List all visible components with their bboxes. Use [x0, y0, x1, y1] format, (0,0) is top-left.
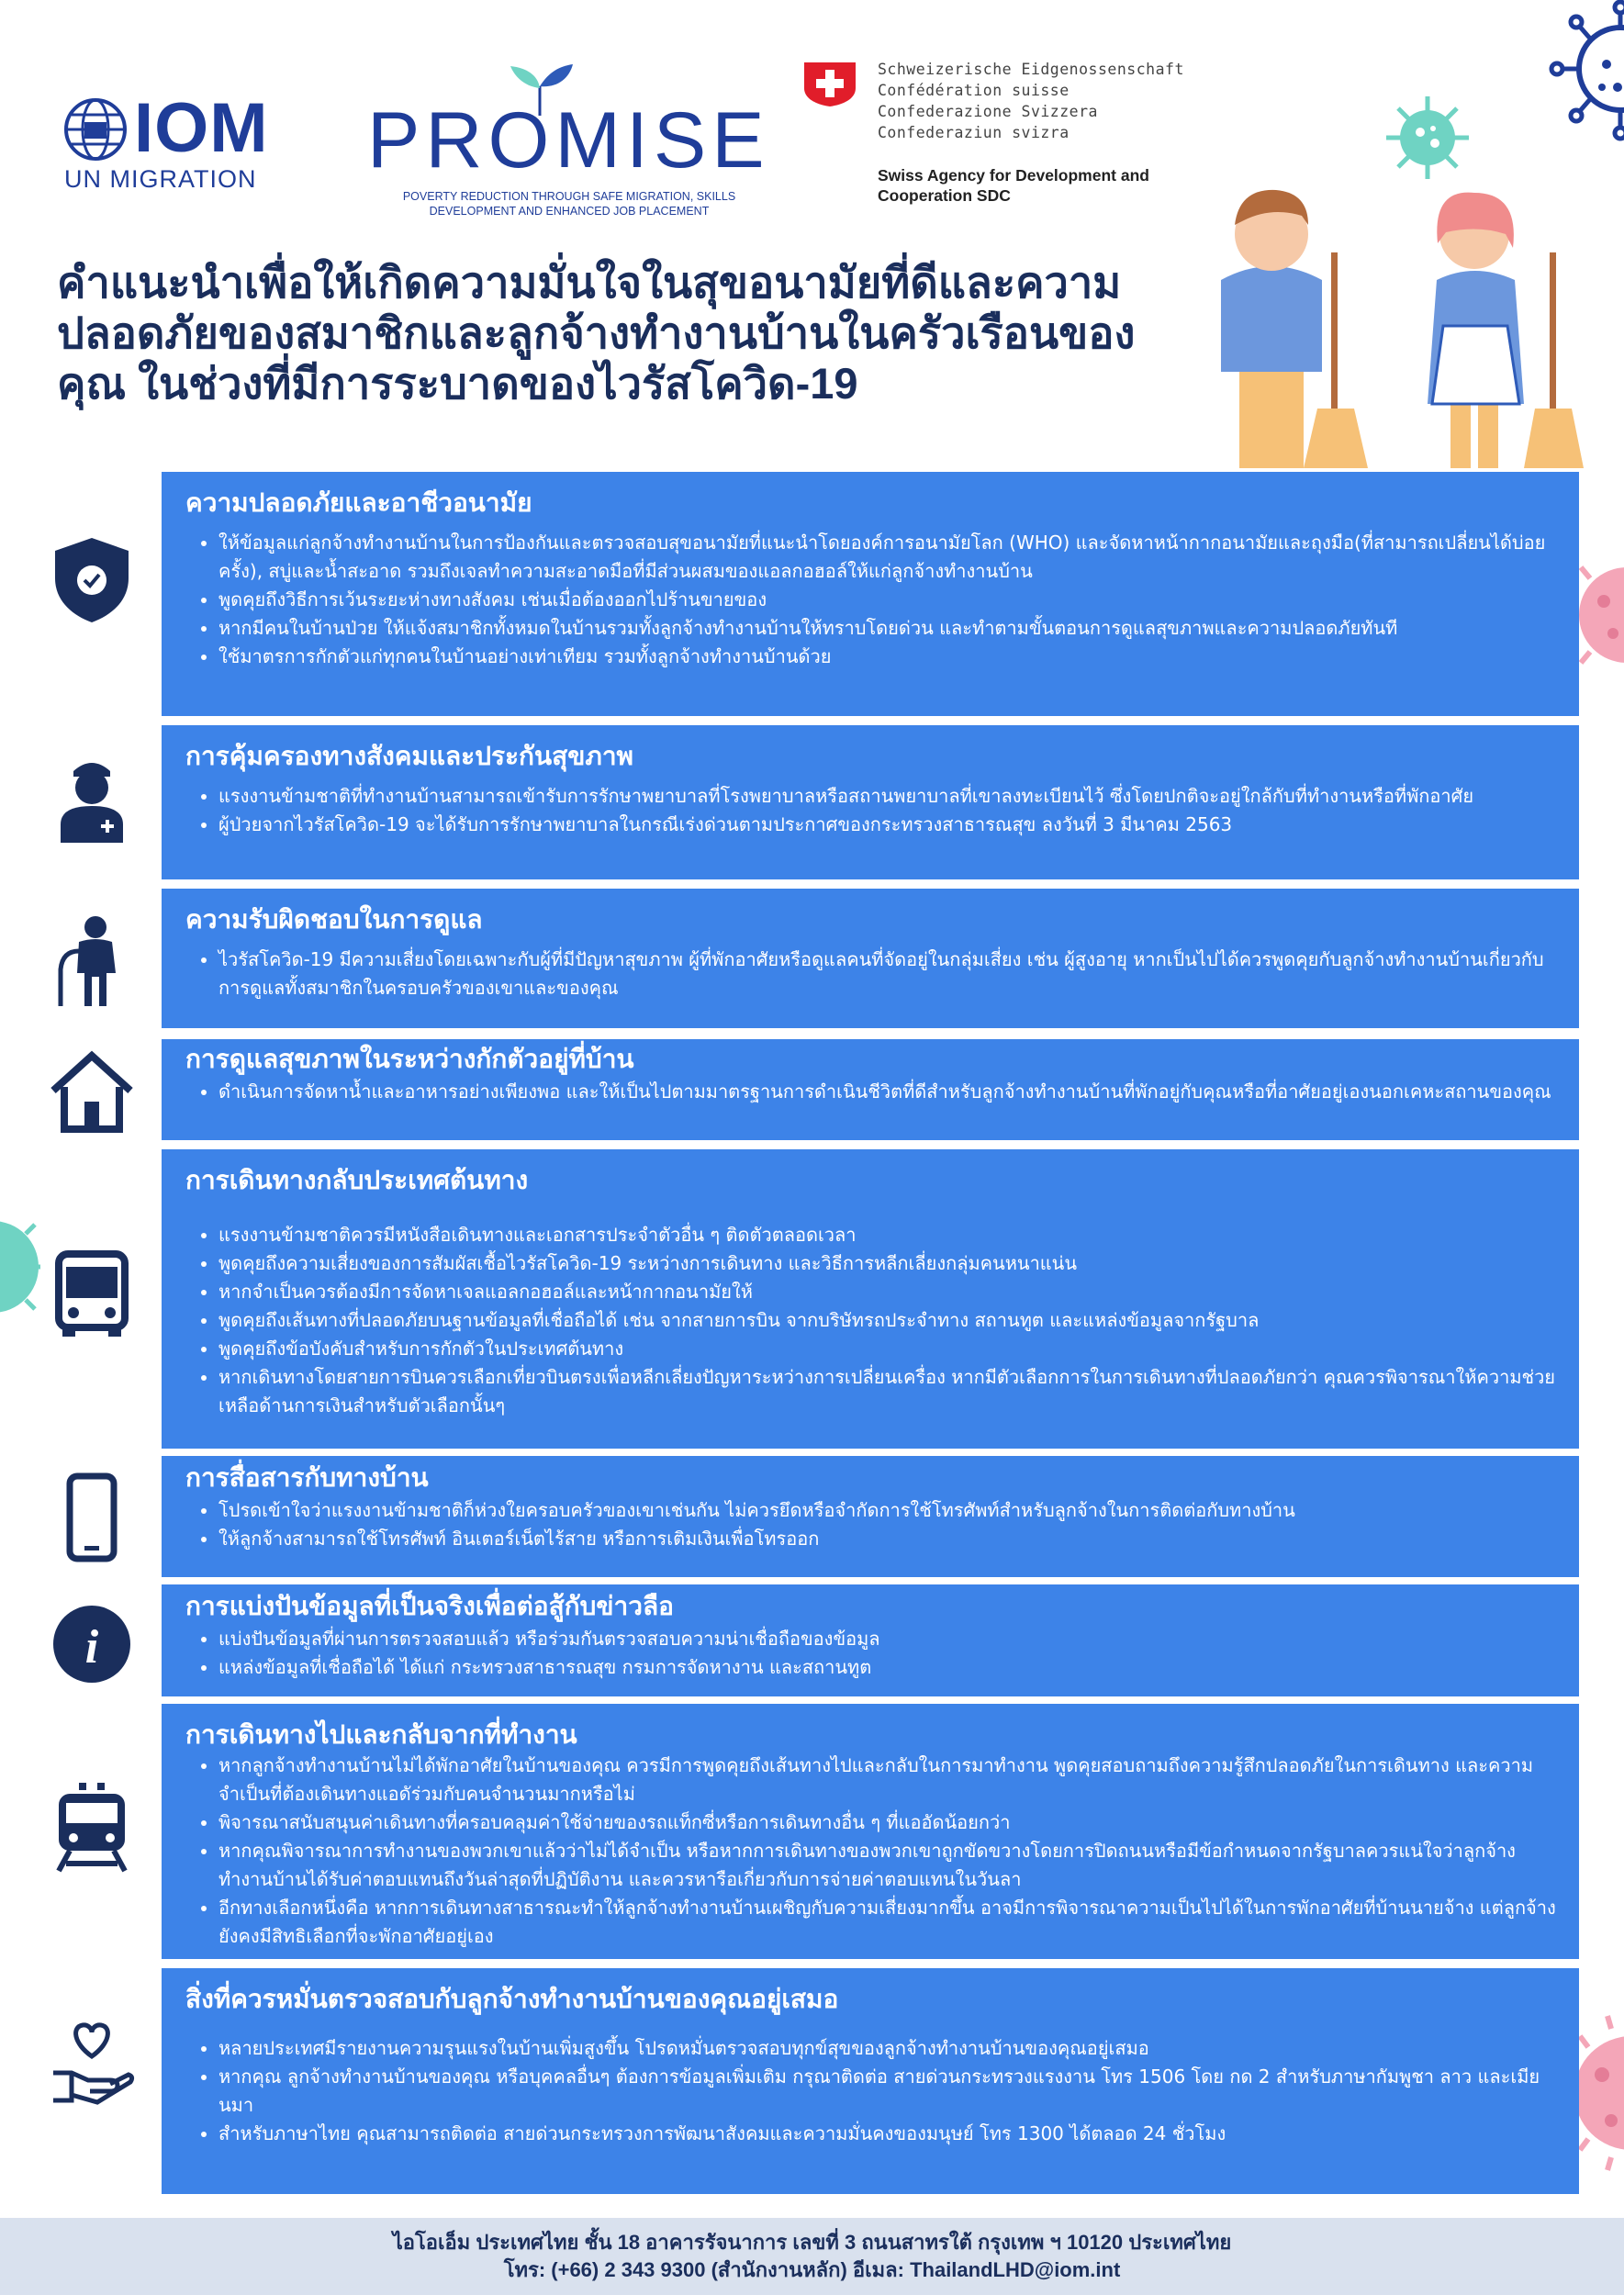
- list-item: • แรงงานข้ามชาติที่ทำงานบ้านสามารถเข้ารับการรักษาพยาบาลที่โรงพยาบาลหรือสถานพยาบาลที่เขาลงทะเบียนไว้ ซึ่งโดยปกติจะอยู่ใกล้กับที่ทำงานหรือที่พักอาศัย: [218, 782, 1557, 811]
- list-item: • ให้ข้อมูลแก่ลูกจ้างทำงานบ้านในการป้องกันและตรวจสอบสุขอนามัยที่แนะนำโดยองค์การอนามัยโลก (WHO) และจัดหาหน้ากากอนามัยและถุงมือ(ที่สามารถเปลี่ยนได้บ่อยครั้ง), สบู่และน้ำสะอาด รวมถึงเจลทำความสะอาดมือที่มีส่วนผสมของแอลกอฮอล์ให้แก่ลูกจ้างทำงานบ้าน: [218, 529, 1557, 586]
- section-counter-rumors: [162, 1584, 1579, 1696]
- virus-pink-decoration: [1572, 542, 1624, 688]
- doctor-icon: [46, 753, 138, 845]
- list-item: • แหล่งข้อมูลที่เชื่อถือได้ ได้แก่ กระทรวงสาธารณสุข กรมการจัดหางาน และสถานทูต: [218, 1653, 1557, 1682]
- footer: [0, 2218, 1624, 2295]
- list-item: • หากลูกจ้างทำงานบ้านไม่ได้พักอาศัยในบ้านของคุณ ควรมีการพูดคุยถึงเส้นทางไปและกลับในการมาทำงาน พูดคุยสอบถามถึงความรู้สึกปลอดภัยในการเดินทาง และความจำเป็นที่ต้องเดินทางแอดัร่วมกับคนจำนวนมากหรือไม่: [218, 1752, 1557, 1808]
- section-heading: การเดินทางไปและกลับจากที่ทำงาน: [185, 1720, 577, 1749]
- swiss-line-de: Schweizerische Eidgenossenschaft: [878, 61, 1184, 78]
- promise-wordmark: PROMISE: [367, 96, 770, 185]
- swiss-sdc-logo: [801, 59, 1223, 215]
- section-home-quarantine: [162, 1039, 1579, 1140]
- list-item: • โปรดเข้าใจว่าแรงงานข้ามชาติก็ห่วงใยครอบครัวของเขาเช่นกัน ไม่ควรยึดหรือจำกัดการใช้โทรศัพท์สำหรับลูกจ้างในการติดต่อกับทางบ้าน: [218, 1496, 1557, 1525]
- list-item: • พูดคุยถึงความเสี่ยงของการสัมผัสเชื้อไวรัสโควิด-19 ระหว่างการเดินทาง และวิธีการหลีกเลี่ยงกลุ่มคนหนาแน่น: [218, 1249, 1557, 1278]
- promise-logo: [367, 62, 771, 218]
- svg-text:i: i: [84, 1621, 99, 1674]
- virus-teal-decoration: [1382, 92, 1473, 184]
- section-heading: การคุ้มครองทางสังคมและประกันสุขภาพ: [185, 742, 634, 770]
- section-return-home-country: [162, 1149, 1579, 1449]
- list-item: • ดำเนินการจัดหาน้ำและอาหารอย่างเพียงพอ และให้เป็นไปตามมาตรฐานการดำเนินชีวิตที่ดีสำหรับลูกจ้างทำงานบ้านที่พักอยู่กับคุณหรือที่อาศัยอยู่เองนอกเคหะสถานของคุณ: [218, 1078, 1557, 1106]
- swiss-line-it: Confederazione Svizzera: [878, 103, 1098, 120]
- list-item: • ใช้มาตรการกักตัวแก่ทุกคนในบ้านอย่างเท่าเทียม รวมทั้งลูกจ้างทำงานบ้านด้วย: [218, 643, 1557, 671]
- info-icon: [46, 1598, 138, 1690]
- section-heading: ความปลอดภัยและอาชีวอนามัย: [185, 488, 532, 517]
- section-heading: การสื่อสารกับทางบ้าน: [185, 1463, 429, 1492]
- promise-tagline: POVERTY REDUCTION THROUGH SAFE MIGRATION, SKILLS DEVELOPMENT AND ENHANCED JOB PLACEMENT: [402, 190, 736, 218]
- footer-address: ไอโอเอ็ม ประเทศไทย ชั้น 18 อาคารรัจนาการ เลขที่ 3 ถนนสาทรใต้ กรุงเทพ ฯ 10120 ประเทศไทย: [392, 2231, 1232, 2254]
- section-heading: ความรับผิดชอบในการดูแล: [185, 905, 483, 934]
- list-item: • ผู้ป่วยจากไวรัสโควิด-19 จะได้รับการรักษาพยาบาลในกรณีเร่งด่วนตามประกาศของกระทรวงสาธารณสุข ลงวันที่ 3 มีนาคม 2563: [218, 811, 1557, 839]
- swiss-line-rm: Confederaziun svizra: [878, 124, 1070, 141]
- list-item: • พูดคุยถึงวิธีการเว้นระยะห่างทางสังคม เช่นเมื่อต้องออกไปร้านขายของ: [218, 586, 1557, 614]
- elderly-person-icon: [46, 914, 138, 1006]
- section-heading: การดูแลสุขภาพในระหว่างกักตัวอยู่ที่บ้าน: [185, 1045, 634, 1073]
- list-item: • หากจำเป็นควรต้องมีการจัดหาเจลแอลกอฮอล์และหน้ากากอนามัยให้: [218, 1278, 1557, 1306]
- train-icon: [46, 1781, 138, 1873]
- mobile-phone-icon: [46, 1472, 138, 1564]
- section-heading: การเดินทางกลับประเทศต้นทาง: [185, 1166, 529, 1194]
- list-item: • หากคุณพิจารณาการทำงานของพวกเขาแล้วว่าไม่ได้จำเป็น หรือหากการเดินทางของพวกเขาถูกขัดขวางโดยการปิดถนนหรือมีข้อกำหนดจากรัฐบาลควรแน่ใจว่าลูกจ้างทำงานบ้านได้รับค่าตอบแทนถึงวันล่าสุดที่ปฏิบัติงาน และควรหารือเกี่ยวกับการจ่ายค่าตอบแทนในวันลา: [218, 1837, 1557, 1894]
- page-title: คำแนะนำเพื่อให้เกิดความมั่นใจในสุขอนามัยที่ดีและความปลอดภัยของสมาชิกและลูกจ้างทำงานบ้านในครัวเรือนของคุณ ในช่วงที่มีการระบาดของไวรัสโควิด-19: [57, 258, 1136, 408]
- section-commute: [162, 1704, 1579, 1959]
- list-item: • หากเดินทางโดยสายการบินควรเลือกเที่ยวบินตรงเพื่อหลีกเลี่ยงปัญหาระหว่างการเปลี่ยนเครื่อง หากมีตัวเลือกการในการเดินทางที่ปลอดภัยกว่า คุณควรพิจารณาให้ความช่วยเหลือด้านการเงินสำหรับตัวเลือกนั้นๆ: [218, 1363, 1557, 1420]
- swiss-flag-icon: [802, 61, 857, 108]
- list-item: • ไวรัสโควิด-19 มีความเสี่ยงโดยเฉพาะกับผู้ที่มีปัญหาสุขภาพ ผู้ที่พักอาศัยหรือดูแลคนที่จัดอยู่ในกลุ่มเสี่ยง เช่น ผู้สูงอายุ หากเป็นไปได้ควรพูดคุยกับลูกจ้างทำงานบ้านเกี่ยวกับการดูแลทั้งสมาชิกในครอบครัวของเขาและของคุณ: [218, 946, 1557, 1002]
- heart-hand-icon: [46, 2016, 138, 2108]
- iom-tagline: UN MIGRATION: [64, 165, 257, 193]
- list-item: • พูดคุยถึงข้อบังคับสำหรับการกักตัวในประเทศต้นทาง: [218, 1335, 1557, 1363]
- section-occupational-safety: [162, 472, 1579, 716]
- iom-wordmark: IOM: [134, 89, 269, 167]
- footer-contact: โทร: (+66) 2 343 9300 (สำนักงานหลัก) อีเมล: ThailandLHD@iom.int: [503, 2258, 1121, 2281]
- swiss-agency-name: Swiss Agency for Development and Cooperation SDC: [878, 166, 1149, 205]
- section-social-protection: [162, 725, 1579, 879]
- list-item: • หากคุณ ลูกจ้างทำงานบ้านของคุณ หรือบุคคลอื่นๆ ต้องการข้อมูลเพิ่มเติม กรุณาติดต่อ สายด่วนกระทรวงแรงงาน โทร 1506 โดย กด 2 สำหรับภาษากัมพูชา ลาว และเมียนมา: [218, 2063, 1557, 2120]
- section-heading: การแบ่งปันข้อมูลที่เป็นจริงเพื่อต่อสู้กับข่าวลือ: [185, 1592, 674, 1620]
- shield-check-icon: [46, 534, 138, 626]
- swiss-line-fr: Confédération suisse: [878, 82, 1070, 99]
- list-item: • สำหรับภาษาไทย คุณสามารถติดต่อ สายด่วนกระทรวงการพัฒนาสังคมและความมั่นคงของมนุษย์ โทร 1300 ได้ตลอด 24 ชั่วโมง: [218, 2120, 1557, 2148]
- list-item: • พูดคุยถึงเส้นทางที่ปลอดภัยบนฐานข้อมูลที่เชื่อถือได้ เช่น จากสายการบิน จากบริษัทรถประจำทาง สถานทูต และแหล่งข้อมูลจากรัฐบาล: [218, 1306, 1557, 1335]
- bus-icon: [46, 1247, 138, 1338]
- section-family-communication: [162, 1456, 1579, 1577]
- list-item: • หากมีคนในบ้านป่วย ให้แจ้งสมาชิกทั้งหมดในบ้านรวมทั้งลูกจ้างทำงานบ้านให้ทราบโดยด่วน และทำตามขั้นตอนการดูแลสุขภาพและความปลอดภัยทันที: [218, 614, 1557, 643]
- virus-pink-bottom-decoration: [1574, 1992, 1624, 2194]
- section-check-in: [162, 1968, 1579, 2194]
- virus-outline-decoration: [1533, 0, 1624, 165]
- list-item: • แบ่งปันข้อมูลที่ผ่านการตรวจสอบแล้ว หรือร่วมกันตรวจสอบความน่าเชื่อถือของข้อมูล: [218, 1625, 1557, 1653]
- list-item: • พิจารณาสนับสนุนค่าเดินทางที่ครอบคลุมค่าใช้จ่ายของรถแท็กซี่หรือการเดินทางอื่น ๆ ที่แออัดน้อยกว่า: [218, 1808, 1557, 1837]
- list-item: • แรงงานข้ามชาติควรมีหนังสือเดินทางและเอกสารประจำตัวอื่น ๆ ติดตัวตลอดเวลา: [218, 1221, 1557, 1249]
- domestic-workers-illustration: [1203, 179, 1607, 473]
- list-item: • หลายประเทศมีรายงานความรุนแรงในบ้านเพิ่มสูงขึ้น โปรดหมั่นตรวจสอบทุกข์สุขของลูกจ้างทำงานบ้านของคุณอยู่เสมอ: [218, 2034, 1557, 2063]
- section-heading: สิ่งที่ควรหมั่นตรวจสอบกับลูกจ้างทำงานบ้านของคุณอยู่เสมอ: [185, 1985, 839, 2013]
- section-duty-of-care: [162, 889, 1579, 1028]
- virus-teal-left-decoration: [0, 1193, 41, 1340]
- iom-logo: [62, 89, 301, 193]
- list-item: • ให้ลูกจ้างสามารถใช้โทรศัพท์ อินเตอร์เน็ตไร้สาย หรือการเติมเงินเพื่อโทรออก: [218, 1525, 1557, 1553]
- un-emblem-icon: [62, 96, 129, 162]
- house-icon: [46, 1047, 138, 1138]
- list-item: • อีกทางเลือกหนึ่งคือ หากการเดินทางสาธารณะทำให้ลูกจ้างทำงานบ้านเผชิญกับความเสี่ยงมากขึ้น อาจมีการพิจารณาความเป็นไปได้ในการพักอาศัยที่บ้านนายจ้าง แต่ลูกจ้างยังคงมีสิทธิเลือกที่จะพักอาศัยอยู่เอง: [218, 1894, 1557, 1951]
